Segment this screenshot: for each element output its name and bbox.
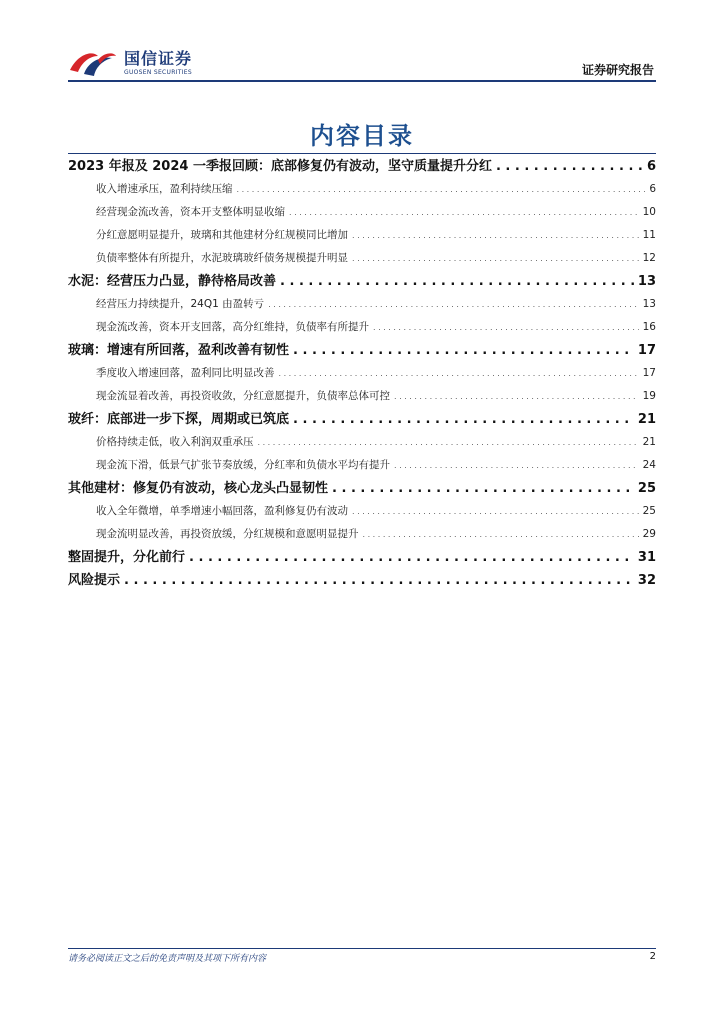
toc-dot-leader: [279, 362, 639, 385]
toc-entry-label: 玻璃：增速有所回落，盈利改善有韧性: [68, 343, 290, 358]
toc-dot-leader: [237, 178, 646, 201]
toc-dot-leader: [293, 408, 634, 431]
toc-dot-leader: [189, 546, 634, 569]
toc-subsection-entry[interactable]: [68, 178, 656, 201]
table-of-contents: [68, 155, 656, 592]
toc-entry-label: 现金流显着改善，再投资收敛，分红意愿提升，负债率总体可控: [96, 390, 390, 402]
toc-subsection-entry[interactable]: [68, 523, 656, 546]
toc-dot-leader: [496, 155, 643, 178]
title-divider: [68, 153, 656, 154]
toc-entry-label: 价格持续走低，收入利润双重承压: [96, 436, 254, 448]
toc-section-entry[interactable]: [68, 408, 656, 431]
toc-dot-leader: [289, 201, 639, 224]
toc-section-entry[interactable]: [68, 477, 656, 500]
report-type-label: 证券研究报告: [581, 63, 654, 77]
toc-entry-label: 负债率整体有所提升，水泥玻璃玻纤债务规模提升明显: [96, 252, 348, 264]
toc-entry-label: 其他建材：修复仍有波动，核心龙头凸显韧性: [68, 481, 329, 496]
toc-entry-page: 17: [642, 367, 656, 379]
toc-subsection-entry[interactable]: [68, 454, 656, 477]
toc-entry-label: 季度收入增速回落，盈利同比明显改善: [96, 367, 275, 379]
toc-entry-label: 收入增速承压，盈利持续压缩: [96, 183, 233, 195]
toc-subsection-entry[interactable]: [68, 385, 656, 408]
toc-entry-label: 风险提示: [68, 573, 121, 588]
toc-entry-label: 分红意愿明显提升，玻璃和其他建材分红规模同比增加: [96, 229, 348, 241]
toc-dot-leader: [332, 477, 634, 500]
toc-dot-leader: [352, 224, 639, 247]
toc-entry-page: 21: [642, 436, 656, 448]
toc-subsection-entry[interactable]: [68, 362, 656, 385]
toc-dot-leader: [373, 316, 639, 339]
toc-entry-label: 整固提升，分化前行: [68, 550, 186, 565]
toc-entry-label: 现金流改善，资本开支回落，高分红维持，负债率有所提升: [96, 321, 369, 333]
toc-entry-page: 32: [637, 573, 656, 588]
toc-entry-page: 25: [642, 505, 656, 517]
toc-dot-leader: [280, 270, 634, 293]
toc-subsection-entry[interactable]: [68, 293, 656, 316]
toc-subsection-entry[interactable]: [68, 500, 656, 523]
toc-entry-label: 经营现金流改善，资本开支整体明显收缩: [96, 206, 285, 218]
toc-entry-page: 6: [646, 159, 656, 174]
logo-chinese-name: 国信证券: [124, 48, 193, 68]
toc-entry-page: 17: [637, 343, 656, 358]
toc-dot-leader: [293, 339, 634, 362]
toc-subsection-entry[interactable]: [68, 316, 656, 339]
toc-section-entry[interactable]: [68, 546, 656, 569]
logo-mark-icon: [68, 48, 118, 78]
toc-entry-page: 25: [637, 481, 656, 496]
page-number: 2: [649, 951, 656, 962]
toc-dot-leader: [394, 385, 639, 408]
page-title: 内容目录: [310, 122, 414, 150]
toc-entry-page: 11: [642, 229, 656, 241]
toc-entry-label: 现金流明显改善，再投资放缓，分红规模和意愿明显提升: [96, 528, 359, 540]
page-header: [68, 48, 656, 88]
toc-entry-page: 12: [642, 252, 656, 264]
footer-divider: [68, 948, 656, 949]
toc-entry-label: 现金流下滑，低景气扩张节奏放缓，分红率和负债水平均有提升: [96, 459, 390, 471]
toc-entry-page: 19: [642, 390, 656, 402]
toc-entry-label: 经营压力持续提升，24Q1 由盈转亏: [96, 298, 265, 310]
toc-entry-page: 16: [642, 321, 656, 333]
toc-entry-page: 31: [637, 550, 656, 565]
toc-entry-page: 24: [642, 459, 656, 471]
toc-dot-leader: [352, 247, 639, 270]
toc-subsection-entry[interactable]: [68, 431, 656, 454]
toc-entry-page: 6: [649, 183, 656, 195]
toc-entry-label: 玻纤：底部进一步下探，周期或已筑底: [68, 412, 290, 427]
toc-dot-leader: [124, 569, 634, 592]
toc-subsection-entry[interactable]: [68, 224, 656, 247]
toc-dot-leader: [352, 500, 639, 523]
toc-section-entry[interactable]: [68, 339, 656, 362]
toc-dot-leader: [363, 523, 639, 546]
toc-section-entry[interactable]: [68, 155, 656, 178]
logo-english-name: GUOSEN SECURITIES: [124, 68, 193, 76]
toc-dot-leader: [268, 293, 638, 316]
footer-disclaimer: 请务必阅读正文之后的免责声明及其项下所有内容: [68, 954, 267, 964]
toc-entry-page: 13: [642, 298, 656, 310]
toc-dot-leader: [394, 454, 639, 477]
toc-entry-page: 10: [642, 206, 656, 218]
toc-entry-label: 水泥：经营压力凸显，静待格局改善: [68, 274, 277, 289]
toc-subsection-entry[interactable]: [68, 201, 656, 224]
toc-entry-label: 收入全年微增，单季增速小幅回落，盈利修复仍有波动: [96, 505, 348, 517]
toc-dot-leader: [258, 431, 639, 454]
toc-section-entry[interactable]: [68, 569, 656, 592]
toc-section-entry[interactable]: [68, 270, 656, 293]
toc-entry-page: 21: [637, 412, 656, 427]
header-divider: [68, 80, 656, 82]
toc-entry-label: 2023 年报及 2024 一季报回顾：底部修复仍有波动，坚守质量提升分红: [68, 159, 492, 174]
guosen-logo: [68, 48, 192, 78]
toc-entry-page: 29: [642, 528, 656, 540]
toc-subsection-entry[interactable]: [68, 247, 656, 270]
toc-entry-page: 13: [637, 274, 656, 289]
